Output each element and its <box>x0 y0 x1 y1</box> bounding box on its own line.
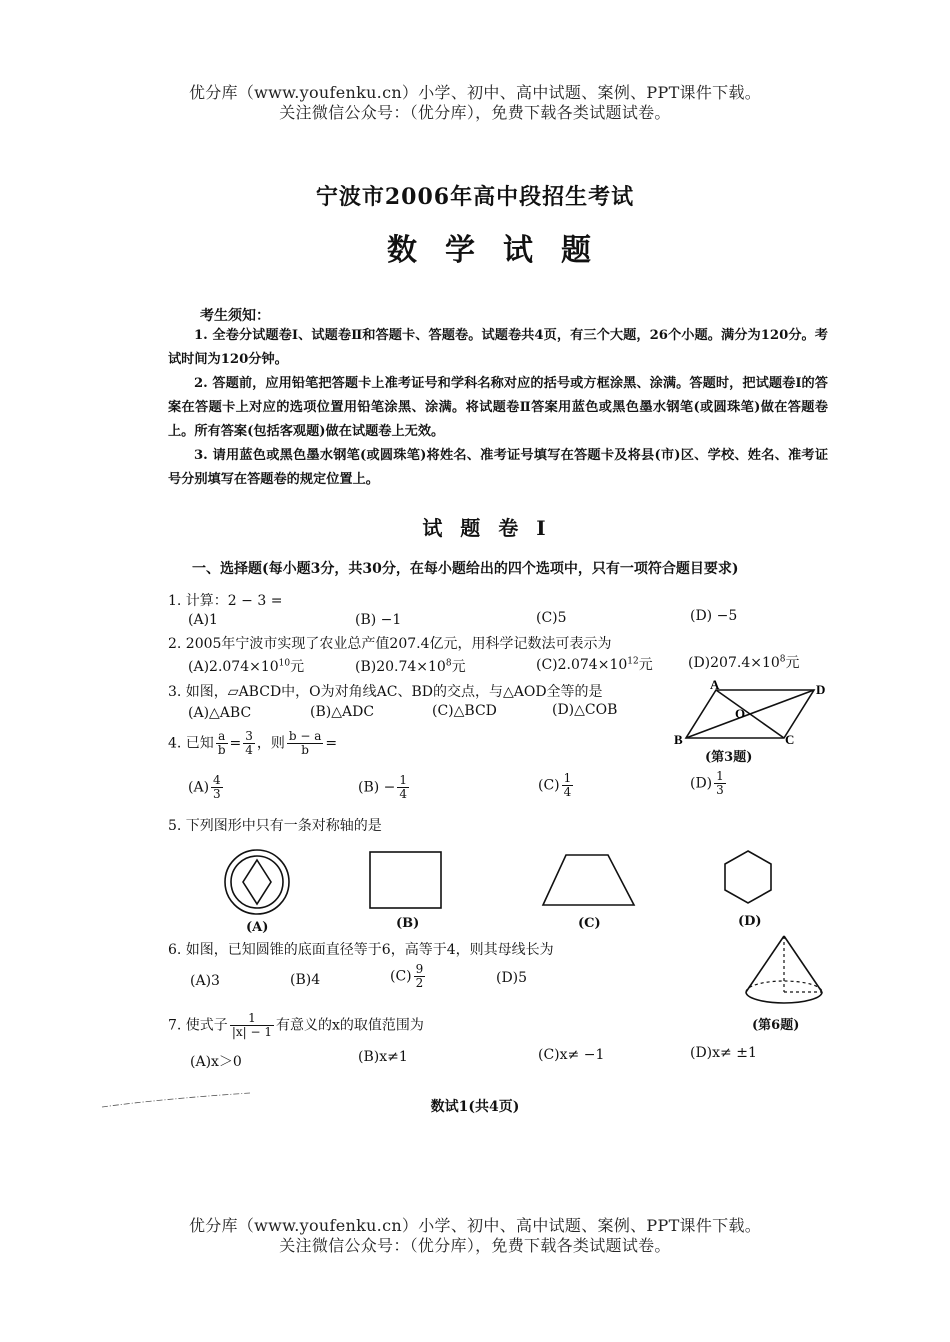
footer-line-1: 优分库（www.youfenku.cn）小学、初中、高中试题、案例、PPT课件下载。 <box>188 1216 762 1235</box>
label-d: D <box>816 682 826 697</box>
q2-c-base: (C)2.074×10 <box>536 657 628 673</box>
q5-label-c: (C) <box>578 916 601 931</box>
frac-num: 9 <box>415 962 424 976</box>
q1-option-d: (D) −5 <box>690 608 738 624</box>
frac-den: 3 <box>213 787 221 801</box>
q5-figure-b <box>368 850 444 912</box>
q4-stem-pre: 4. 已知 <box>168 735 214 752</box>
header-line-1: 优分库（www.youfenku.cn）小学、初中、高中试题、案例、PPT课件下载。 <box>188 83 762 102</box>
notice-title: 考生须知： <box>200 308 270 324</box>
q4-option-d <box>690 770 728 797</box>
cone-base-front <box>746 992 822 1003</box>
q2-b-unit: 元 <box>451 659 466 675</box>
q4-b-label: (B) − <box>358 779 396 796</box>
q4-fraction-a-b <box>216 730 228 757</box>
q6-option-c <box>390 963 427 990</box>
q7-option-d: (D)x≠ ±1 <box>690 1045 757 1061</box>
q3-stem: 3. 如图，▱ABCD中，O为对角线AC、BD的交点，与△AOD全等的是 <box>168 684 603 700</box>
subject-title: 数学试题 <box>387 233 619 268</box>
q6-option-b: (B)4 <box>290 972 321 988</box>
q6-c-fraction <box>414 963 426 990</box>
q2-d-unit: 元 <box>785 655 800 671</box>
cone-left-edge <box>746 936 784 992</box>
label-o: O <box>735 706 746 721</box>
q2-c-exp: 12 <box>627 656 639 667</box>
notice-item-3: 3. 请用蓝色或黑色墨水钢笔(或圆珠笔)将姓名、准考证号填写在答题卡及将县(市)区、学校、姓名、准考证号分别填写在答题卷的规定位置上。 <box>168 448 828 487</box>
q6-stem: 6. 如图，已知圆锥的底面直径等于6，高等于4，则其母线长为 <box>168 942 554 958</box>
q2-option-b <box>355 656 466 676</box>
frac-den: b <box>217 743 226 757</box>
q5-label-d: (D) <box>738 914 762 929</box>
q2-c-unit: 元 <box>638 657 653 673</box>
frac-num: 4 <box>213 773 221 787</box>
q7-option-a: (A)x＞0 <box>190 1054 242 1070</box>
q5-figure-c <box>540 852 638 908</box>
q2-a-exp: 10 <box>278 658 291 669</box>
q4-stem-post: = <box>325 735 338 752</box>
trapezoid-shape <box>543 855 634 905</box>
q2-stem: 2. 2005年宁波市实现了农业总产值207.4亿元，用科学记数法可表示为 <box>168 636 612 652</box>
diamond-shape <box>243 860 271 904</box>
frac-den: 3 <box>716 783 724 797</box>
notice-item-1: 1. 全卷分试题卷Ⅰ、试题卷Ⅱ和答题卡、答题卷。试题卷共4页，有三个大题，26个小题。满分为120分。考试时间为120分钟。 <box>168 328 828 367</box>
frac-den: |x| − 1 <box>231 1025 272 1039</box>
q4-d-label: (D) <box>690 775 713 792</box>
q6-option-a: (A)3 <box>190 973 220 989</box>
q5-figure-d <box>720 848 776 908</box>
q2-d-exp: 8 <box>779 654 786 665</box>
label-b: B <box>674 732 683 747</box>
q1-stem: 1. 计算：2 − 3 = <box>168 593 283 609</box>
frac-den: b <box>301 743 309 757</box>
frac-num: 1 <box>563 771 572 785</box>
q4-eq: = <box>229 735 242 752</box>
q4-stem <box>168 730 337 757</box>
q1-option-c: (C)5 <box>536 610 567 626</box>
frac-num: 1 <box>230 1012 274 1026</box>
q7-stem-pre: 7. 使式子 <box>168 1017 228 1034</box>
q4-a-label: (A) <box>188 779 210 796</box>
frac-den: 4 <box>399 787 408 801</box>
q4-c-fraction <box>562 772 574 799</box>
cone-right-edge <box>784 936 822 992</box>
frac-num: a <box>216 730 228 744</box>
frac-den: 2 <box>415 976 424 990</box>
part-title: 一、选择题(每小题3分，共30分，在每小题给出的四个选项中，只有一项符合题目要求) <box>192 561 739 577</box>
q3-caption: (第3题) <box>705 750 753 765</box>
notice-item-2: 2. 答题前，应用铅笔把答题卡上准考证号和学科名称对应的括号或方框涂黑、涂满。答题时，把试题卷Ⅰ的答案在答题卡上对应的选项位置用铅笔涂黑、涂满。将试题卷Ⅱ答案用蓝色或黑色墨水钢笔(或圆珠笔)做在答题卷上。所有答案(包括客观题)做在试题卷上无效。 <box>168 376 828 439</box>
q6-cone-figure <box>742 932 826 1010</box>
page-number: 数试1(共4页) <box>430 1099 520 1115</box>
q4-d-fraction <box>714 770 726 797</box>
q2-option-a <box>188 656 304 676</box>
notice-block <box>168 324 828 492</box>
q5-stem: 5. 下列图形中只有一条对称轴的是 <box>168 818 382 834</box>
q4-then: ，则 <box>256 735 285 752</box>
q6-c-label: (C) <box>390 968 412 985</box>
q2-d-base: (D)207.4×10 <box>688 655 780 671</box>
footer-line-2: 关注微信公众号：（优分库），免费下载各类试题试卷。 <box>279 1236 671 1255</box>
section-title: 试题卷Ⅰ <box>422 516 564 540</box>
label-a: A <box>710 678 720 692</box>
q5-label-a: (A) <box>246 920 269 935</box>
frac-den: 4 <box>245 743 253 757</box>
q7-stem <box>168 1012 424 1039</box>
inner-circle <box>231 856 283 908</box>
q1-option-b: (B) −1 <box>355 612 402 628</box>
hexagon-shape <box>725 851 771 903</box>
q4-c-label: (C) <box>538 777 560 794</box>
q4-fraction-ba-b <box>287 730 324 757</box>
label-c: C <box>785 732 795 747</box>
q6-option-d: (D)5 <box>496 970 528 986</box>
q6-caption: (第6题) <box>752 1018 800 1033</box>
frac-den: 4 <box>563 785 572 799</box>
frac-num: 1 <box>399 773 408 787</box>
frac-num: 1 <box>716 769 724 783</box>
q5-label-b: (B) <box>396 916 420 931</box>
q4-option-b <box>358 774 411 801</box>
q7-option-b: (B)x≠1 <box>358 1049 408 1065</box>
exam-title: 宁波市2006年高中段招生考试 <box>315 184 635 210</box>
q4-b-fraction <box>397 774 409 801</box>
q3-option-b: (B)△ADC <box>310 704 375 720</box>
q2-option-d <box>688 652 800 672</box>
q7-stem-post: 有意义的x的取值范围为 <box>275 1017 424 1034</box>
q2-b-base: (B)20.74×10 <box>355 659 446 675</box>
q4-a-fraction <box>211 774 223 801</box>
q2-a-base: (A)2.074×10 <box>188 659 279 675</box>
q2-option-c <box>536 654 653 674</box>
q3-option-c: (C)△BCD <box>432 703 497 719</box>
header-line-2: 关注微信公众号：（优分库），免费下载各类试题试卷。 <box>279 103 671 122</box>
q3-option-d: (D)△COB <box>552 702 618 718</box>
q4-option-c <box>538 772 575 799</box>
frac-num: 3 <box>245 729 253 743</box>
q2-a-unit: 元 <box>290 659 305 675</box>
q7-option-c: (C)x≠ −1 <box>538 1047 605 1063</box>
q3-option-a: (A)△ABC <box>188 705 252 721</box>
q5-figure-a <box>222 848 292 918</box>
frac-num: b − a <box>288 729 322 743</box>
rectangle-shape <box>370 852 441 908</box>
q7-fraction <box>230 1012 274 1039</box>
q1-option-a: (A)1 <box>188 612 218 628</box>
diagonal-bd <box>686 690 814 738</box>
q2-b-exp: 8 <box>445 658 452 669</box>
q4-fraction-3-4 <box>243 730 255 757</box>
q4-option-a <box>188 774 225 801</box>
